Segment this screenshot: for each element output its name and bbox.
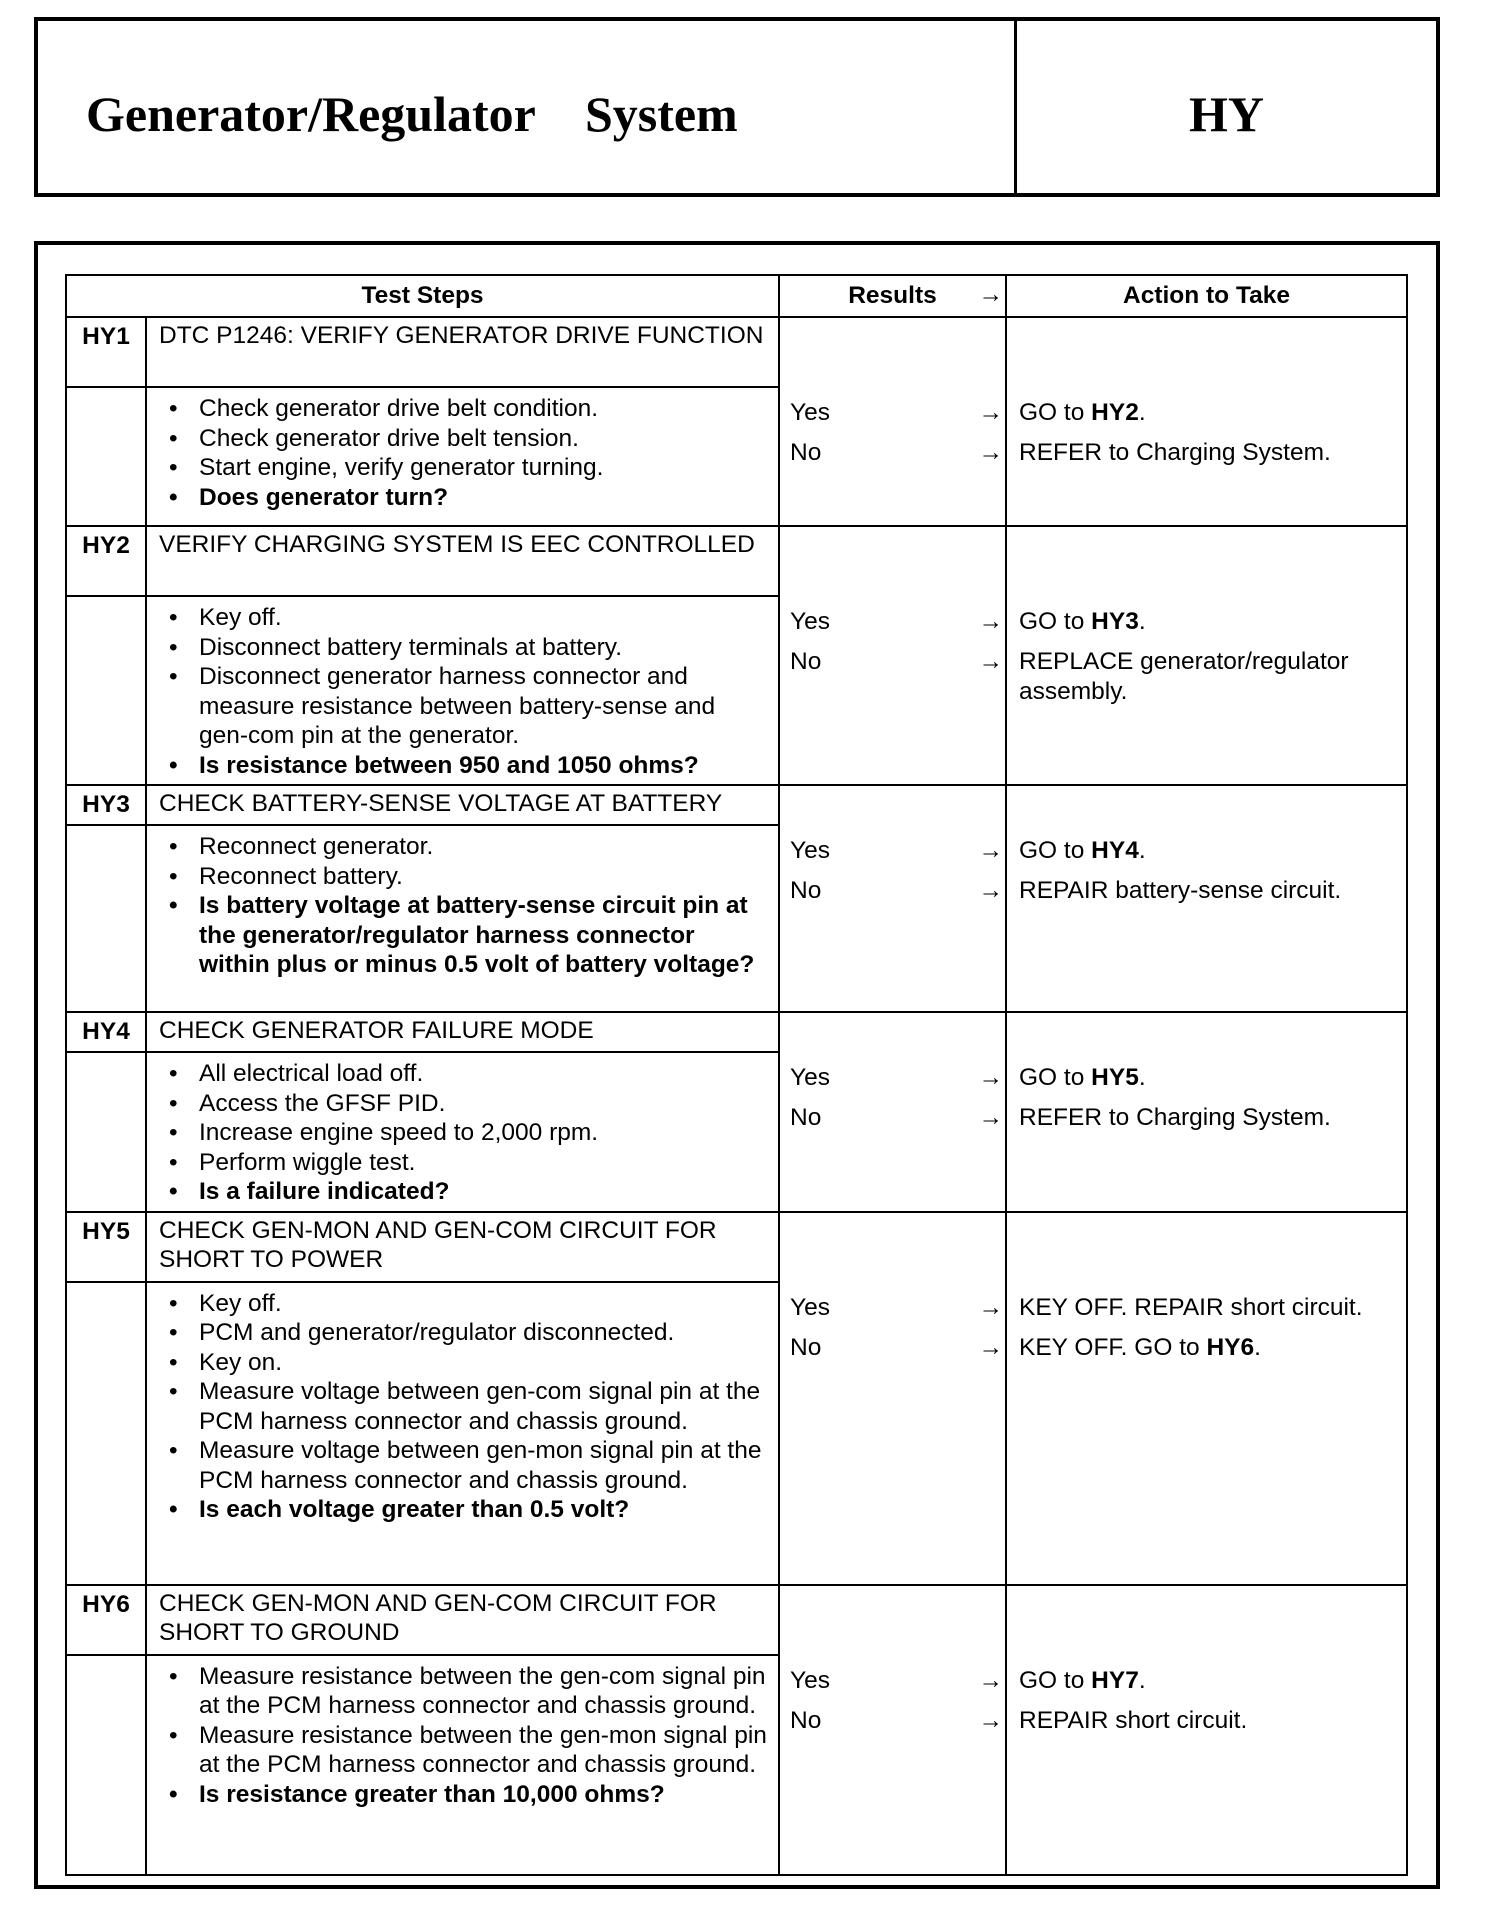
step-heading: CHECK GENERATOR FAILURE MODE: [146, 1012, 779, 1052]
result-yes: Yes →: [790, 399, 1003, 426]
action-no: REFER to Charging System.: [1019, 1104, 1331, 1131]
list-item: • Disconnect battery terminals at battery.: [159, 633, 768, 663]
step-heading-row: [66, 785, 1407, 825]
result-cell: [779, 785, 1006, 1012]
step-id-spacer: [66, 1052, 146, 1212]
list-item: • Key off.: [159, 603, 768, 633]
arrow-icon: →: [978, 1293, 1003, 1321]
list-item: • Measure resistance between the gen-com signal pin at the PCM harness connector and chassis ground.: [159, 1662, 768, 1721]
list-item: • Perform wiggle test.: [159, 1148, 768, 1178]
arrow-icon: →: [978, 648, 1003, 675]
action-cell: [1006, 526, 1407, 785]
action-cell: [1006, 1585, 1407, 1875]
action-no: REFER to Charging System.: [1019, 439, 1331, 466]
arrow-icon: →: [978, 1104, 1003, 1131]
result-cell: [779, 1212, 1006, 1585]
step-question: • Is resistance greater than 10,000 ohms?: [159, 1780, 768, 1810]
action-no: REPAIR battery-sense circuit.: [1019, 877, 1342, 904]
step-instructions: [146, 1655, 779, 1875]
step-heading-row: [66, 1585, 1407, 1655]
list-item: • Reconnect generator.: [159, 832, 768, 862]
list-item: • Start engine, verify generator turning.: [159, 453, 768, 483]
step-heading: CHECK GEN-MON AND GEN-COM CIRCUIT FOR SHORT TO GROUND: [146, 1585, 779, 1655]
result-no: No →: [790, 1104, 1003, 1131]
step-id-spacer: [66, 596, 146, 785]
list-item: • Key off.: [159, 1289, 768, 1319]
list-item: • Check generator drive belt condition.: [159, 394, 768, 424]
step-question: • Is each voltage greater than 0.5 volt?: [159, 1495, 768, 1525]
arrow-icon: →: [978, 837, 1003, 864]
result-cell: [779, 526, 1006, 785]
list-item: • PCM and generator/regulator disconnected.: [159, 1318, 768, 1348]
list-item: • Disconnect generator harness connector and measure resistance between battery-sense and gen-com pin at the generator.: [159, 662, 768, 751]
step-id-spacer: [66, 1282, 146, 1585]
step-id: HY5: [66, 1212, 146, 1282]
step-id: HY2: [66, 526, 146, 596]
step-id: HY6: [66, 1585, 146, 1655]
column-header-test-steps: Test Steps: [66, 275, 779, 317]
step-question: • Does generator turn?: [159, 483, 768, 513]
action-cell: [1006, 785, 1407, 1012]
result-no: No →: [790, 1706, 1003, 1734]
arrow-icon: →: [978, 281, 1003, 308]
arrow-icon: →: [978, 1064, 1003, 1091]
results-label: Results: [848, 282, 937, 310]
result-cell: [779, 317, 1006, 526]
result-yes: Yes →: [790, 608, 1003, 635]
step-heading: CHECK GEN-MON AND GEN-COM CIRCUIT FOR SHORT TO POWER: [146, 1212, 779, 1282]
list-item: • Access the GFSF PID.: [159, 1089, 768, 1119]
arrow-icon: →: [978, 1666, 1003, 1694]
arrow-icon: →: [978, 439, 1003, 466]
list-item: • Measure voltage between gen-mon signal pin at the PCM harness connector and chassis ground.: [159, 1436, 768, 1495]
action-yes: GO to HY5.: [1019, 1064, 1146, 1091]
step-heading: CHECK BATTERY-SENSE VOLTAGE AT BATTERY: [146, 785, 779, 825]
list-item: • Reconnect battery.: [159, 862, 768, 892]
list-item: • All electrical load off.: [159, 1059, 768, 1089]
page-title: Generator/Regulator System: [86, 86, 738, 142]
arrow-icon: →: [978, 1333, 1003, 1361]
column-header-results: [779, 275, 1006, 317]
list-item: • Increase engine speed to 2,000 rpm.: [159, 1118, 768, 1148]
action-yes: KEY OFF. REPAIR short circuit.: [1019, 1293, 1363, 1321]
arrow-icon: →: [978, 399, 1003, 426]
step-heading-row: [66, 1012, 1407, 1052]
table-header-row: [66, 275, 1407, 317]
step-heading-row: [66, 317, 1407, 387]
result-cell: [779, 1585, 1006, 1875]
result-yes: Yes →: [790, 1064, 1003, 1091]
step-question: • Is resistance between 950 and 1050 ohms?: [159, 751, 768, 781]
action-cell: [1006, 1012, 1407, 1212]
action-cell: [1006, 317, 1407, 526]
result-yes: Yes →: [790, 837, 1003, 864]
arrow-icon: →: [978, 608, 1003, 635]
list-item: • Measure voltage between gen-com signal pin at the PCM harness connector and chassis ground.: [159, 1377, 768, 1436]
result-yes: Yes →: [790, 1293, 1003, 1321]
action-yes: GO to HY4.: [1019, 837, 1146, 864]
arrow-icon: →: [978, 1706, 1003, 1734]
result-no: No →: [790, 648, 1003, 675]
step-id-spacer: [66, 825, 146, 1012]
result-no: No →: [790, 1333, 1003, 1361]
action-no: REPLACE generator/regulator assembly.: [1019, 648, 1349, 705]
result-no: No →: [790, 877, 1003, 904]
step-id-spacer: [66, 1655, 146, 1875]
step-id: HY4: [66, 1012, 146, 1052]
arrow-icon: →: [978, 877, 1003, 904]
action-no: REPAIR short circuit.: [1019, 1706, 1248, 1734]
step-heading: VERIFY CHARGING SYSTEM IS EEC CONTROLLED: [146, 526, 779, 596]
list-item: • Measure resistance between the gen-mon signal pin at the PCM harness connector and chassis ground.: [159, 1721, 768, 1780]
step-instructions: [146, 596, 779, 785]
action-no: KEY OFF. GO to HY6.: [1019, 1333, 1261, 1361]
step-id: HY1: [66, 317, 146, 387]
step-question: • Is a failure indicated?: [159, 1177, 768, 1207]
action-yes: GO to HY3.: [1019, 608, 1146, 635]
action-cell: [1006, 1212, 1407, 1585]
action-yes: GO to HY7.: [1019, 1666, 1146, 1694]
step-heading: DTC P1246: VERIFY GENERATOR DRIVE FUNCTION: [146, 317, 779, 387]
result-no: No →: [790, 439, 1003, 466]
step-id: HY3: [66, 785, 146, 825]
result-yes: Yes →: [790, 1666, 1003, 1694]
column-header-action: Action to Take: [1006, 275, 1407, 317]
result-cell: [779, 1012, 1006, 1212]
list-item: • Check generator drive belt tension.: [159, 424, 768, 454]
section-code: HY: [1189, 86, 1264, 142]
header-box: [34, 17, 1440, 197]
list-item: • Key on.: [159, 1348, 768, 1378]
step-instructions: [146, 1052, 779, 1212]
step-id-spacer: [66, 387, 146, 526]
test-steps-table: [65, 274, 1408, 1876]
step-heading-row: [66, 1212, 1407, 1282]
step-instructions: [146, 1282, 779, 1585]
step-question: • Is battery voltage at battery-sense circuit pin at the generator/regulator harness connector within plus or minus 0.5 volt of battery voltage?: [159, 891, 768, 980]
step-instructions: [146, 387, 779, 526]
step-instructions: [146, 825, 779, 1012]
step-heading-row: [66, 526, 1407, 596]
action-yes: GO to HY2.: [1019, 399, 1146, 426]
